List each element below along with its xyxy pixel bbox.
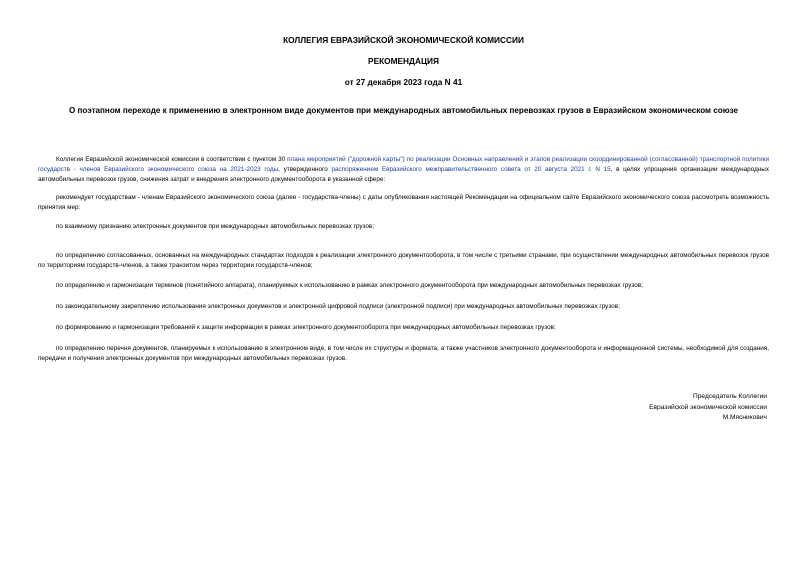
intro-text-2: , утвержденного (278, 165, 332, 173)
intro-text-1: Коллегия Евразийской экономической комиссии в соответствии с пунктом 30 (56, 156, 288, 163)
intro-text-3: , в целях упрощения организации международных автомобильных перевозок грузов, снижения затрат и внедрения электронного документооборота в указанной сфере: (38, 165, 770, 183)
measure-item: по определению перечня документов, планируемых к использованию в электронном виде, в том числе их структуры и формата, а также участников электронного документооборота и информационной системы, необходимой для создания, передачи и получения электронных документов при международных автомобильных перевозках грузов. (38, 344, 769, 362)
measure-item: по определению согласованных, основанных на международных стандартах подходов к реализации электронного документооборота, в том числе с третьими странами, при осуществлении международных автомобильных перевозок грузов по территориям государств-членов, а также транзитом через территории государств-членов; (38, 251, 769, 269)
measure-item: по формированию и гармонизации требований к защите информации в рамках электронного документооборота при международных автомобильных перевозках грузов; (56, 323, 556, 331)
roadmap-link[interactable]: плана мероприятий ("дорожной карты") по реализации Основных направлений и этапов реализации скоординированной (согласованной) транспортной политики государств - членов Евразийского экономического союза на 2021-2023 годы (38, 156, 769, 173)
measure-item: по законодательному закреплению использования электронных документов и электронной цифровой подписи (электронной подписи) при международных автомобильных перевозках грузов; (56, 303, 620, 311)
organization-heading: КОЛЛЕГИЯ ЕВРАЗИЙСКОЙ ЭКОНОМИЧЕСКОЙ КОМИССИИ (283, 35, 524, 45)
intro-paragraph (38, 155, 769, 184)
measure-item: по определению и гармонизации терминов (понятийного аппарата), планируемых к использованию в рамках электронного документооборота при международных автомобильных перевозках грузов; (56, 282, 643, 290)
signature-block (649, 392, 767, 424)
document-type-heading: РЕКОМЕНДАЦИЯ (368, 56, 439, 66)
signature-organization: Евразийской экономической комиссии (649, 403, 767, 411)
signature-name: М.Мясникович (722, 414, 767, 421)
measure-item: по взаимному признанию электронных документов при международных автомобильных перевозках грузов; (56, 222, 375, 230)
council-order-link[interactable]: распоряжением Евразийского межправительственного совета от 20 августа 2021 г. N 15 (331, 165, 611, 173)
recommendation-paragraph: рекомендует государствам - членам Евразийского экономического союза (далее - государства-члены) с даты опубликования настоящей Рекомендации на официальном сайте Евразийского экономического союза рассмотреть возможность принятия мер: (38, 194, 769, 212)
document-body (38, 155, 769, 363)
signature-position: Председатель Коллегии (693, 393, 767, 400)
document-date-number: от 27 декабря 2023 года N 41 (344, 77, 463, 87)
document-title: О поэтапном переходе к применению в электронном виде документов при международных автомобильных перевозках грузов в Евразийском экономическом союзе (68, 106, 739, 115)
